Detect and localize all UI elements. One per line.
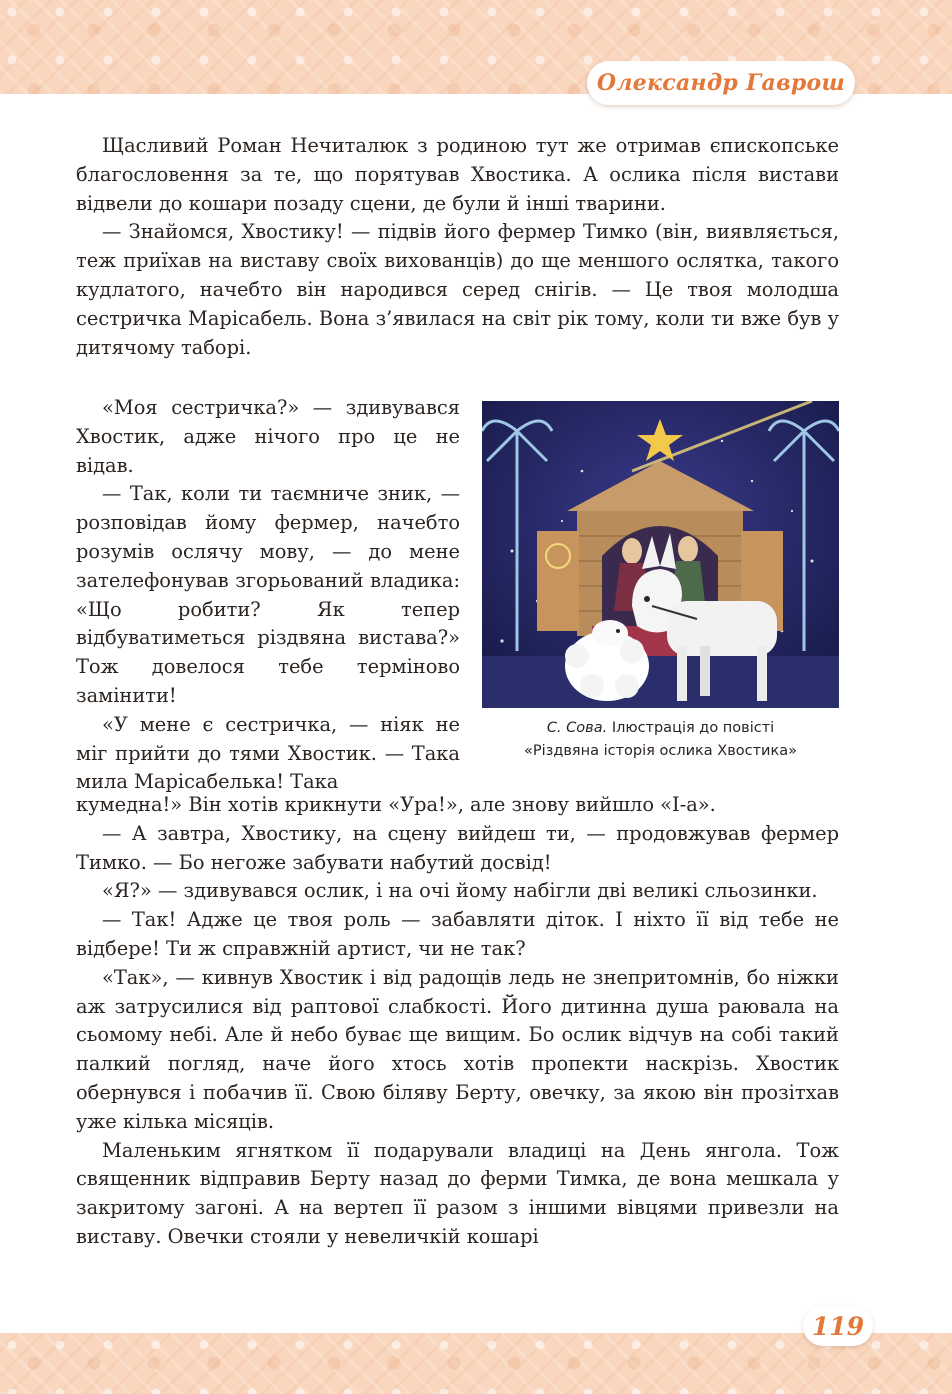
page-number-tab (803, 1306, 873, 1346)
illustration-caption (482, 717, 839, 763)
text-top (76, 132, 839, 362)
paragraph: — А завтра, Хвостику, на сцену вийдеш ти, — продовжував фермер Тимко. — Бо негоже забувати набутий досвід! (76, 821, 839, 874)
page-number: 119 (811, 1311, 865, 1341)
paragraph: Маленьким ягнятком її подарували владиці на День янгола. Тож священник відправив Берту назад до ферми Тимка, де вона мешкала у закритому загоні. А на вертеп її разом з іншими вівцями привезли на виставу. Овечки стояли у невеличкій кошарі (76, 1138, 839, 1248)
caption-artist: С. Сова. (546, 720, 608, 736)
paragraph: «Так», — кивнув Хвостик і від радощів ледь не знепритомнів, бо ніжки аж затрусилися від раптової слабкості. Його дитинна душа раювала на сьомому небі. Але й небо буває ще вищим. Бо ослик відчув на собі такий палкий погляд, наче його хтось хотів пропекти наскрізь. Хвостик обернувся і побачив її. Свою біляву Берту, овечку, за якою він прозітхав уже кілька місяців. (76, 965, 839, 1133)
paragraph: — Так! Адже це твоя роль — забавляти діток. І ніхто її від тебе не відбере! Ти ж справжній артист, чи не так? (76, 908, 839, 960)
caption-line-1 (482, 717, 839, 740)
paragraph: — Знайомся, Хвостику! — підвів його фермер Тимко (він, виявляється, теж приїхав на виставу своїх вихованців) до ще меншого ослятка, такого кудлатого, начебто він народився серед снігів. — Це твоя молодша сестричка Марісабель. Вона з’явилася на світ рік тому, коли ти вже був у дитячому таборі. (76, 220, 839, 359)
caption-line-1-rest: Ілюстрація до повісті (611, 720, 775, 736)
paragraph: Щасливий Роман Нечиталюк з родиною тут же отримав єпископське благословення за те, що порятував Хвостика. А ослика після вистави відвели до кошари позаду сцени, де були й інші тварини. (76, 134, 839, 215)
author-header-tab (587, 61, 855, 105)
bottom-ornament-band (0, 1333, 952, 1394)
author-name: Олександр Гаврош (596, 70, 846, 96)
caption-line-2: «Різдвяна історія ослика Хвостика» (523, 743, 797, 759)
paragraph: «Я?» — здивувався ослик, і на очі йому набігли дві великі сльозинки. (102, 879, 818, 903)
paragraph: «У мене є сестричка, — ніяк не міг прийти до тями Хвостик. — Така мила Марісабелька! Така (76, 712, 460, 794)
text-bottom (76, 791, 839, 1252)
paragraph: — Так, коли ти таємниче зник, — розповідав йому фермер, начебто розумів ослячу мову, — до мене зателефонував згорьований владика: «Що робити? Як тепер відбуватиметься різдвяна вистава?» Тож довелося тебе терміново замінити! (76, 482, 460, 707)
nativity-scene-image (482, 401, 839, 708)
nativity-illustration (482, 401, 839, 708)
text-side (76, 394, 460, 797)
paragraph: «Моя сестричка?» — здивувався Хвостик, адже нічого про це не відав. (76, 396, 460, 477)
paragraph-continuation: кумедна!» Він хотів крикнути «Ура!», але знову вийшло «І-а». (76, 793, 716, 816)
